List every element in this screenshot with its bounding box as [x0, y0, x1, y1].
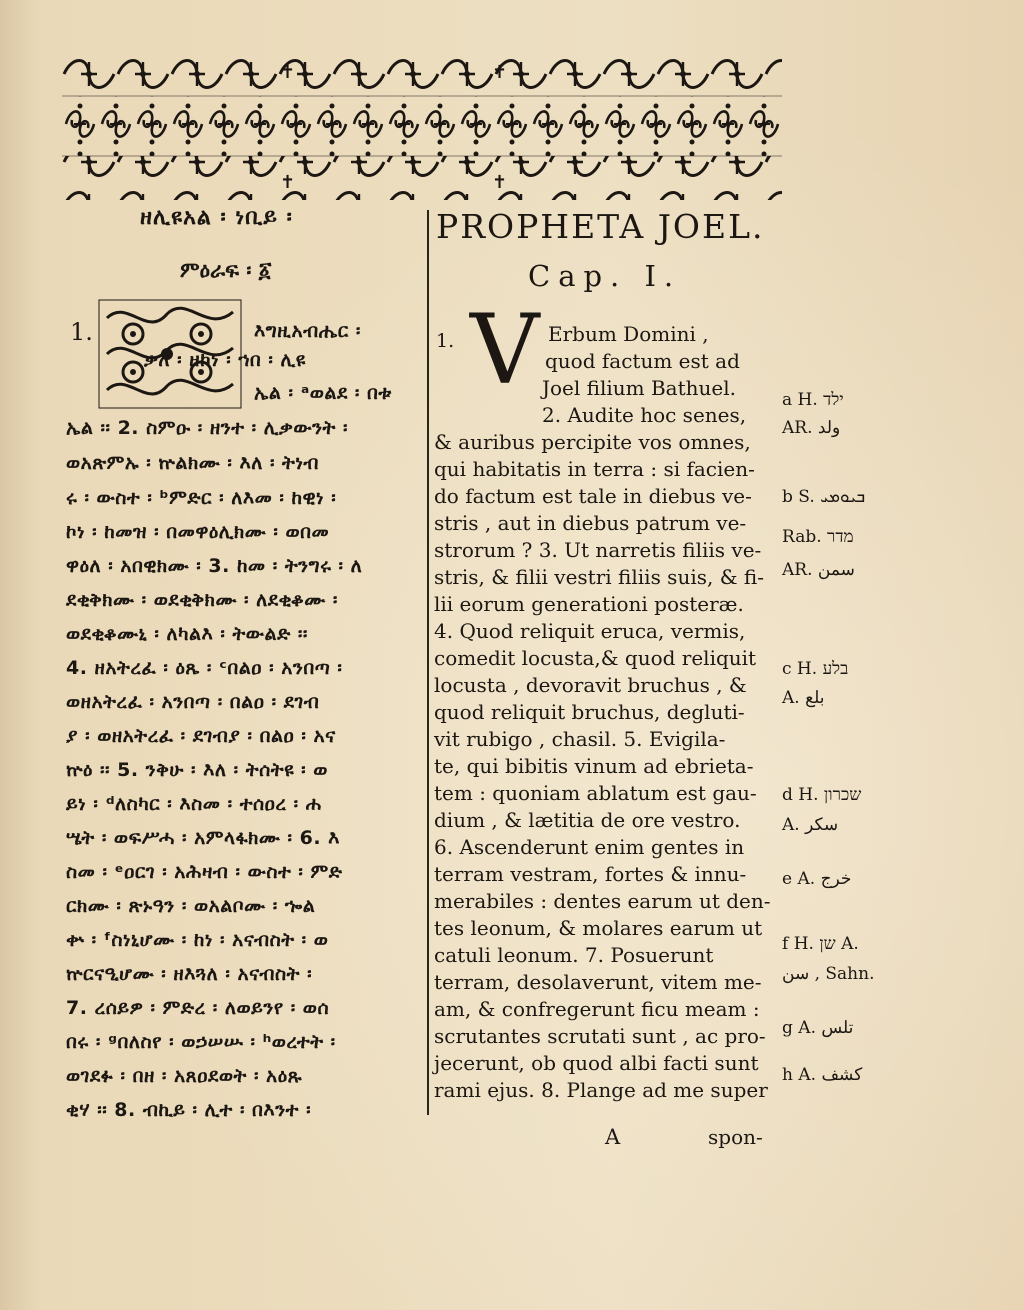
- latin-text-line: catuli leonum. 7. Posuerunt: [434, 943, 714, 967]
- ethiopic-text-line: ደቂቅክሙ ፡ ወደቂቅክሙ ፡ ለደቂቆሙ ፡: [66, 589, 338, 611]
- latin-initial-line: quod factum est ad: [545, 349, 740, 373]
- latin-text-line: scrutantes scrutati sunt , ac pro-: [434, 1024, 766, 1048]
- latin-text-line: lii eorum generationi posteræ.: [434, 592, 744, 616]
- latin-verse-number: 1.: [436, 330, 455, 352]
- ornamental-headpiece: [62, 52, 782, 200]
- ethiopic-text-line: ያ ፡ ወዘአትረፈ ፡ ደገብያ ፡ በልዐ ፡ አና: [66, 725, 336, 747]
- ethiopic-book-title: ዘሊዩአል ፡ ነቢይ ፡: [140, 205, 293, 230]
- margin-note: سن , Sahn.: [782, 964, 875, 984]
- margin-note: h A. كشف: [782, 1065, 863, 1085]
- ethiopic-text-line: ወዘአትረፈ ፡ አንበጣ ፡ በልዐ ፡ ደገብ: [66, 691, 320, 713]
- ethiopic-text-line: ኮነ ፡ ከመዝ ፡ በመዋዕሊክሙ ፡ ወበመ: [66, 521, 330, 543]
- column-divider: [427, 210, 429, 1115]
- ethiopic-initial-line: ኤል ፡ ᵃወልደ ፡ በቱ: [254, 382, 392, 404]
- ethiopic-text-line: 7. ረሰይዎ ፡ ምድረ ፡ ለወይንየ ፡ ወሰ: [66, 997, 330, 1019]
- latin-text-line: dium , & lætitia de ore vestro.: [434, 808, 741, 832]
- latin-text-line: terram, desolaverunt, vitem me-: [434, 970, 762, 994]
- latin-text-line: 4. Quod reliquit eruca, vermis,: [434, 619, 746, 643]
- latin-text-line: 6. Ascenderunt enim gentes in: [434, 835, 745, 859]
- ethiopic-initial-line: እግዚአብሔር ፡: [254, 320, 361, 342]
- margin-note: b S. ܒܝܘܡܝ: [782, 487, 866, 507]
- ethiopic-text-line: ኤል ፡፡ 2. ስምዑ ፡ ዘንተ ፡ ሊቃውንት ፡: [66, 417, 348, 439]
- ethiopic-text-line: ወገደፉ ፡ በዘ ፡ አጸዐደወት ፡ አዕጹ: [66, 1065, 303, 1087]
- signature-mark: A: [605, 1125, 621, 1149]
- latin-text-line: am, & confregerunt ficu meam :: [434, 997, 760, 1021]
- ethiopic-text-line: ርክሙ ፡ ጽኑዓን ፡ ወአልቦሙ ፡ ኈል: [66, 895, 316, 917]
- margin-note: AR. ولد: [782, 418, 841, 438]
- latin-text-line: jecerunt, ob quod albi facti sunt: [434, 1051, 759, 1075]
- ethiopic-verse-number: 1.: [70, 318, 93, 346]
- latin-text-line: locusta , devoravit bruchus , &: [434, 673, 747, 697]
- ethiopic-text-line: ወደቂቆሙኒ ፡ ለካልእ ፡ ትውልድ ፡፡: [66, 623, 308, 645]
- latin-chapter-heading: Cap. I.: [528, 259, 682, 293]
- latin-initial-line: 2. Audite hoc senes,: [542, 403, 747, 427]
- ethiopic-text-line: ሩ ፡ ውስተ ፡ ᵇምድር ፡ ለእመ ፡ ከዊነ ፡: [66, 487, 337, 509]
- margin-note: a H. ילד: [782, 390, 844, 410]
- latin-text-line: vit rubigo , chasil. 5. Evigila-: [434, 727, 726, 751]
- latin-initial-line: Joel filium Bathuel.: [542, 376, 736, 400]
- ethiopic-text-line: ይነ ፡ ᵈለስካር ፡ እስመ ፡ ተሰዐረ ፡ ሐ: [66, 793, 322, 815]
- latin-text-line: strorum ? 3. Ut narretis filiis ve-: [434, 538, 762, 562]
- margin-note: g A. تلس: [782, 1018, 854, 1038]
- latin-initial-line: Erbum Domini ,: [548, 322, 709, 346]
- svg-text:✝: ✝: [492, 62, 508, 83]
- ethiopic-chapter-heading: ምዕራፍ ፡ ፩: [180, 258, 272, 282]
- latin-text-line: te, qui bibitis vinum ad ebrieta-: [434, 754, 754, 778]
- latin-text-line: tem : quoniam ablatum est gau-: [434, 781, 757, 805]
- latin-text-line: stris , aut in diebus patrum ve-: [434, 511, 747, 535]
- ethiopic-text-line: ኵርናዒሆሙ ፡ ዘእጓለ ፡ አናብስት ፡: [66, 963, 313, 985]
- catchword: spon-: [708, 1125, 763, 1149]
- ethiopic-initial-line: ቃለ ፡ ዘኮነ ፡ ኀበ ፡ ሊዩ: [144, 349, 306, 371]
- latin-book-title: PROPHETA JOEL.: [436, 207, 765, 246]
- margin-note: Rab. מדר: [782, 527, 854, 547]
- ethiopic-text-line: ሤት ፡ ወፍሥሓ ፡ አምላፋክሙ ፡ 6. እ: [66, 827, 340, 849]
- margin-note: A. بلع: [782, 688, 825, 708]
- latin-text-line: do factum est tale in diebus ve-: [434, 484, 752, 508]
- latin-text-line: merabiles : dentes earum ut den-: [434, 889, 771, 913]
- latin-text-line: tes leonum, & molares earum ut: [434, 916, 763, 940]
- ethiopic-text-line: በሩ ፡ ᵍበለስየ ፡ ወኃሠሡ ፡ ʰወረተት ፡: [66, 1031, 336, 1053]
- latin-text-line: comedit locusta,& quod reliquit: [434, 646, 757, 670]
- margin-note: c H. בלע: [782, 659, 849, 679]
- margin-note: A. سكر: [782, 815, 839, 835]
- ethiopic-text-line: ዋዕለ ፡ አበዊክሙ ፡ 3. ከመ ፡ ትንግሩ ፡ ለ: [66, 555, 363, 577]
- ethiopic-text-line: ቍ ፡ ᶠስነኒሆሙ ፡ ከነ ፡ አናብስት ፡ ወ: [66, 929, 329, 951]
- ethiopic-text-line: 4. ዘአትረፈ ፡ ዕጼ ፡ ᶜበልዐ ፡ አንበጣ ፡: [66, 657, 343, 679]
- svg-text:✝: ✝: [492, 172, 508, 193]
- ethiopic-text-line: ወአጽምኡ ፡ ኵልክሙ ፡ እለ ፡ ትነብ: [66, 452, 320, 474]
- latin-text-line: quod reliquit bruchus, degluti-: [434, 700, 745, 724]
- margin-note: f H. שן A.: [782, 934, 859, 954]
- latin-text-line: stris, & filii vestri filiis suis, & fi-: [434, 565, 764, 589]
- latin-text-line: & auribus percipite vos omnes,: [434, 430, 751, 454]
- svg-text:✝: ✝: [280, 172, 296, 193]
- latin-text-line: rami ejus. 8. Plange ad me super: [434, 1078, 768, 1102]
- margin-note: AR. سمن: [782, 560, 855, 580]
- svg-text:✝: ✝: [280, 62, 296, 83]
- margin-note: e A. خرج: [782, 869, 852, 889]
- latin-text-line: terram vestram, fortes & innu-: [434, 862, 747, 886]
- latin-drop-cap: V: [470, 294, 540, 406]
- ethiopic-text-line: ኵዕ ፡፡ 5. ንቅሁ ፡ እለ ፡ ትሰትዩ ፡ ወ: [66, 759, 328, 781]
- ethiopic-text-line: ቂሃ ፡፡ 8. ብኪይ ፡ ሊተ ፡ በእንተ ፡: [66, 1099, 312, 1121]
- ethiopic-text-line: ስመ ፡ ᵉዐርገ ፡ አሕዛብ ፡ ውስተ ፡ ምድ: [66, 861, 343, 883]
- latin-text-line: qui habitatis in terra : si facien-: [434, 457, 755, 481]
- margin-note: d H. שכרון: [782, 785, 862, 805]
